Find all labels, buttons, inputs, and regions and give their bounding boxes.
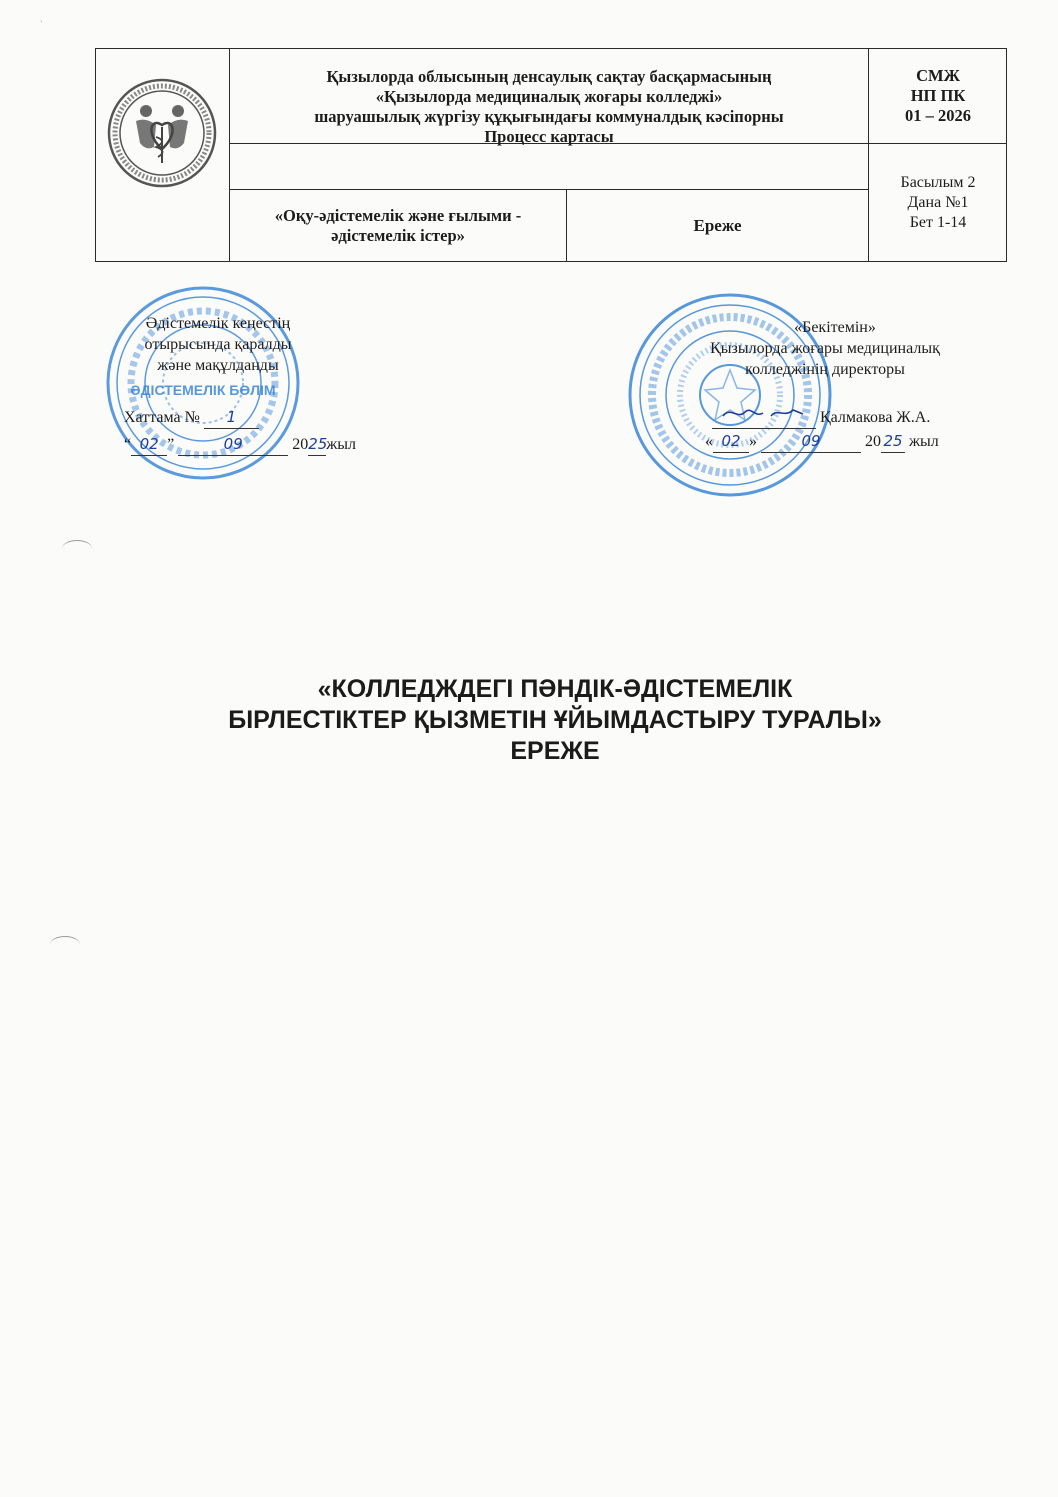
document-type: Ереже (693, 216, 742, 235)
left-date-row: “ 02 ” 09 2025жыл (124, 434, 356, 456)
copy-label: Дана №1 (907, 194, 969, 211)
stamp-text: ӘДІСТЕМЕЛІК БӨЛІМ (130, 382, 276, 398)
signature-line (712, 404, 816, 429)
org-line: шаруашылық жүргізу құқығындағы коммуналдық кәсіпорны (314, 107, 784, 126)
title-line: ЕРЕЖЕ (510, 737, 600, 765)
right-year-hand: 25 (881, 431, 905, 453)
document-code (869, 49, 1007, 143)
pages-label: Бет 1-14 (909, 214, 967, 231)
left-approval-block (103, 313, 333, 376)
org-line: «Қызылорда медициналық жоғары колледжі» (375, 87, 723, 106)
title-line: «КОЛЛЕДЖДЕГІ ПӘНДІК-ӘДІСТЕМЕЛІК (317, 675, 793, 703)
punch-hole (62, 540, 92, 557)
approval-line: «Бекітемін» (794, 319, 876, 336)
director-name: Қалмакова Ж.А. (820, 409, 931, 426)
protocol-number: 1 (204, 407, 259, 429)
edition-label: Басылым 2 (900, 174, 976, 191)
title-line: БІРЛЕСТІКТЕР ҚЫЗМЕТІН ҰЙЫМДАСТЫРУ ТУРАЛЫ» (228, 706, 882, 734)
document-title (60, 674, 1050, 767)
code-line: СМЖ (916, 66, 960, 85)
right-year-suffix: жыл (909, 433, 939, 450)
approval-line: және мақұлданды (157, 357, 279, 374)
director-signature-row (712, 404, 930, 429)
protocol-number-row (124, 407, 259, 429)
approval-line: колледжінің директоры (745, 361, 905, 378)
process-map-label: Процесс картасы (484, 127, 614, 146)
left-year-hand: 25 (308, 434, 326, 456)
code-line: НП ПК (910, 86, 966, 105)
right-date-month: 09 (761, 431, 861, 453)
code-line: 01 – 2026 (905, 106, 971, 125)
org-line: Қызылорда облысының денсаулық сақтау басқармасының (326, 67, 772, 86)
approval-line: Қызылорда жоғары медициналық (710, 340, 940, 357)
right-date-row: « 02 » 09 20 25 жыл (705, 431, 939, 453)
signature-icon (719, 404, 809, 422)
college-logo-icon (106, 77, 218, 189)
process-name (230, 190, 566, 262)
approval-line: отырысында қаралды (144, 336, 292, 353)
process-line: «Оқу-әдістемелік және ғылыми - (274, 206, 522, 225)
left-date-day: 02 (131, 434, 167, 456)
header-table (95, 48, 1007, 262)
approval-line: Әдістемелік кеңестің (145, 315, 291, 332)
left-year-suffix: жыл (326, 436, 357, 453)
right-year-prefix: 20 (865, 433, 881, 450)
left-year-prefix: 20 (292, 436, 309, 453)
protocol-label: Хаттама № (124, 409, 200, 426)
organization-name (230, 67, 868, 146)
punch-hole (50, 936, 80, 953)
right-date-day: 02 (713, 431, 749, 453)
scan-mark: ˈ (40, 20, 43, 30)
edition-info (869, 144, 1007, 262)
process-line: әдістемелік істер» (331, 226, 465, 245)
right-approval-block (680, 317, 970, 380)
left-date-month: 09 (178, 434, 288, 456)
